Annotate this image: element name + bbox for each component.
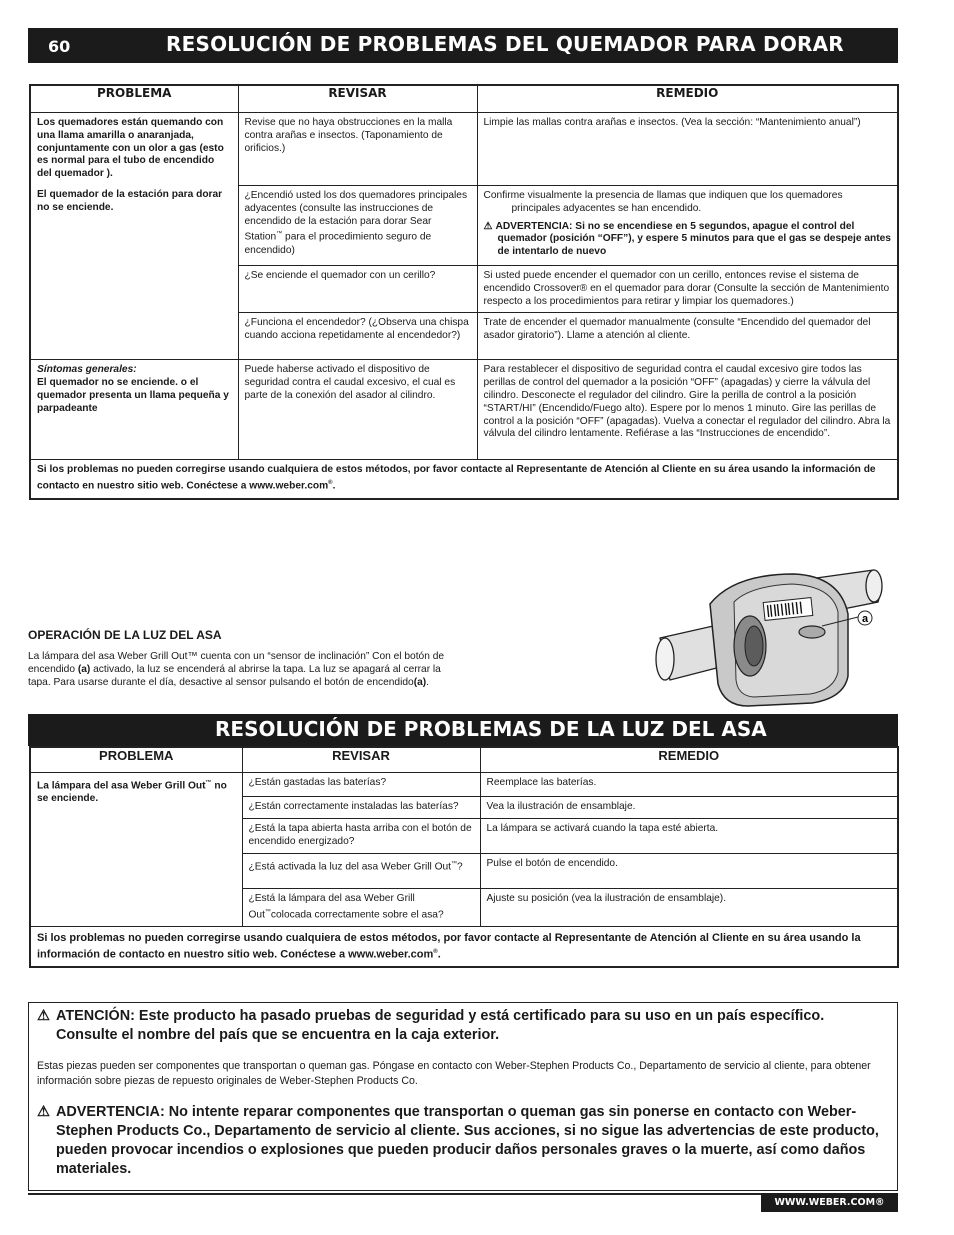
problem-cell: La lámpara del asa Weber Grill Out™ no se enciende. <box>30 773 242 927</box>
callout-a: a <box>861 613 869 625</box>
check-cell: ¿Funciona el encendedor? (¿Observa una chispa cuando acciona repetidamente al encendedor?) <box>238 313 477 360</box>
table-footer: Si los problemas no pueden corregirse usando cualquiera de estos métodos, por favor contacte al Representante de Atención al Cliente en su área usando la información de contacto en nuestro sitio web. Conéctese a www.weber.com®. <box>30 926 898 966</box>
warning-icon: ⚠ <box>37 1104 50 1120</box>
check-cell: ¿Están gastadas las baterías? <box>242 773 480 797</box>
remedy-cell: Si usted puede encender el quemador con un cerillo, entonces revise el sistema de encendido Crossover® en el quemador para dorar (Consulte la sección de Mantenimiento respecto a los procedimientos para retirar y limpiar los quemadores.) <box>477 266 898 313</box>
problem-text: Los quemadores están quemando con una llama amarilla o anaranjada, conjuntamente con un olor a gas (esto es normal para el tubo de encendido del quemador ). <box>37 117 224 180</box>
problem-cell <box>30 113 238 360</box>
check-cell: ¿Está la tapa abierta hasta arriba con el botón de encendido energizado? <box>242 819 480 854</box>
problem-label: Síntomas generales: <box>37 364 137 376</box>
handle-light-illustration <box>652 560 884 710</box>
check-cell: ¿Están correctamente instaladas las baterías? <box>242 797 480 819</box>
remedy-cell: Trate de encender el quemador manualmente (consulte “Encendido del quemador del asador giratorio”). Llame a atención al cliente. <box>477 313 898 360</box>
warning-notice: ⚠ ADVERTENCIA: No intente reparar componentes que transportan o queman gas sin ponerse en contacto con Weber-Stephen Products Co., Departamento de servicio al cliente. Sus acciones, si no sigue las advertencias de este producto, pueden provocar incendios o explosiones que pueden producir daños personales graves o la muerte, así como daños materiales. <box>37 1104 879 1177</box>
check-cell: Revise que no haya obstrucciones en la malla contra arañas e insectos. (Taponamiento de orificios.) <box>238 113 477 186</box>
power-button <box>799 626 825 638</box>
remedy-cell: Para restablecer el dispositivo de seguridad contra el caudal excesivo gire todos las perillas de control del quemador a la posición “OFF” (apagadas) y cierre la válvula del cilindro. Desconecte el regulador del cilindro. Gire la perilla de control a la posición “START/HI” (Encendido/Fuego alto). Espere por lo menos 1 minuto. Gire las perillas de control a la posición “OFF” (apagadas). Vuelva a conectar el regulador del cilindro. Abra la válvula del cilindro lentamente. Refiérase a las “Instrucciones de encendido”. <box>477 360 898 460</box>
warning-icon: ⚠ <box>483 220 496 232</box>
check-cell: ¿Está activada la luz del asa Weber Grill Out™? <box>242 854 480 889</box>
check-cell: ¿Encendió usted los dos quemadores principales adyacentes (consulte las instrucciones de encendido de la estación para dorar Sear Station™ para el procedimiento seguro de encendido) <box>238 186 477 266</box>
parts-notice: Estas piezas pueden ser componentes que transportan o queman gas. Póngase en contacto con Weber-Stephen Products Co., Departamento de servicio al cliente, para obtener información sobre piezas de repuesto originales de Weber-Stephen Products Co. <box>37 1060 871 1087</box>
section-banner-handle-light <box>28 714 898 746</box>
remedy-cell: Reemplace las baterías. <box>480 773 898 797</box>
remedy-cell: Ajuste su posición (vea la ilustración de ensamblaje). <box>480 889 898 927</box>
table-row <box>30 360 898 460</box>
attention-notice: ⚠ ATENCIÓN: Este producto ha pasado pruebas de seguridad y está certificado para su uso en un país específico. Consulte el nombre del país que se encuentra en la caja exterior. <box>37 1008 825 1043</box>
table-row <box>30 773 898 797</box>
operation-heading: OPERACIÓN DE LA LUZ DEL ASA <box>28 628 222 642</box>
handle-light-troubleshooting-table <box>29 746 899 968</box>
footer-url: WWW.WEBER.COM® <box>761 1193 898 1212</box>
header-remedio: REMEDIO <box>480 747 898 773</box>
header-remedio: REMEDIO <box>477 85 898 113</box>
remedy-cell: Pulse el botón de encendido. <box>480 854 898 889</box>
page-number: 60 <box>48 37 71 56</box>
section-title: RESOLUCIÓN DE PROBLEMAS DEL QUEMADOR PARA DORAR <box>166 32 844 56</box>
table-header-row <box>30 747 898 773</box>
remedy-warning: ⚠ ADVERTENCIA: Si no se encendiese en 5 segundos, apague el control del quemador (posición “OFF”), y espere 5 minutos para que el gas se despeje antes de intentarlo de nuevo <box>483 220 891 258</box>
table-footer-row <box>30 460 898 500</box>
problem-cell <box>30 360 238 460</box>
header-revisar: REVISAR <box>238 85 477 113</box>
header-problema: PROBLEMA <box>30 85 238 113</box>
header-problema: PROBLEMA <box>30 747 242 773</box>
remedy-cell: La lámpara se activará cuando la tapa esté abierta. <box>480 819 898 854</box>
safety-warning-box <box>28 1002 898 1191</box>
section-banner-sear-burner <box>28 28 898 63</box>
table-row <box>30 113 898 186</box>
header-revisar: REVISAR <box>242 747 480 773</box>
operation-paragraph: La lámpara del asa Weber Grill Out™ cuenta con un “sensor de inclinación” Con el botón de encendido (a) activado, la luz se encenderá al abrirse la tapa. La luz se apagará al cerrar la tapa. Para usarse durante el día, desactive al sensor pulsando el botón de encendido(a). <box>28 651 445 688</box>
sear-burner-troubleshooting-table <box>29 84 899 500</box>
check-cell: ¿Está la lámpara del asa Weber Grill Out™colocada correctamente sobre el asa? <box>242 889 480 927</box>
table-footer-row <box>30 926 898 966</box>
problem-text: El quemador de la estación para dorar no se enciende. <box>37 188 223 213</box>
remedy-cell: Limpie las mallas contra arañas e insectos. (Vea la sección: “Mantenimiento anual”) <box>477 113 898 186</box>
problem-text: El quemador no se enciende. o el quemador presenta un llama pequeña y parpadeante <box>37 377 229 414</box>
table-header-row <box>30 85 898 113</box>
check-cell: ¿Se enciende el quemador con un cerillo? <box>238 266 477 313</box>
check-cell: Puede haberse activado el dispositivo de seguridad contra el caudal excesivo, el cual es parte de la conexión del asador al cilindro. <box>238 360 477 460</box>
table-footer: Si los problemas no pueden corregirse usando cualquiera de estos métodos, por favor contacte al Representante de Atención al Cliente en su área usando la información de contacto en nuestro sitio web. Conéctese a www.weber.com®. <box>30 460 898 500</box>
remedy-text: Confirme visualmente la presencia de llamas que indiquen que los quemadores principales adyacentes se han encendido. <box>483 190 843 214</box>
warning-icon: ⚠ <box>37 1008 50 1024</box>
section-title: RESOLUCIÓN DE PROBLEMAS DE LA LUZ DEL ASA <box>215 717 767 741</box>
remedy-cell <box>477 186 898 266</box>
remedy-cell: Vea la ilustración de ensamblaje. <box>480 797 898 819</box>
